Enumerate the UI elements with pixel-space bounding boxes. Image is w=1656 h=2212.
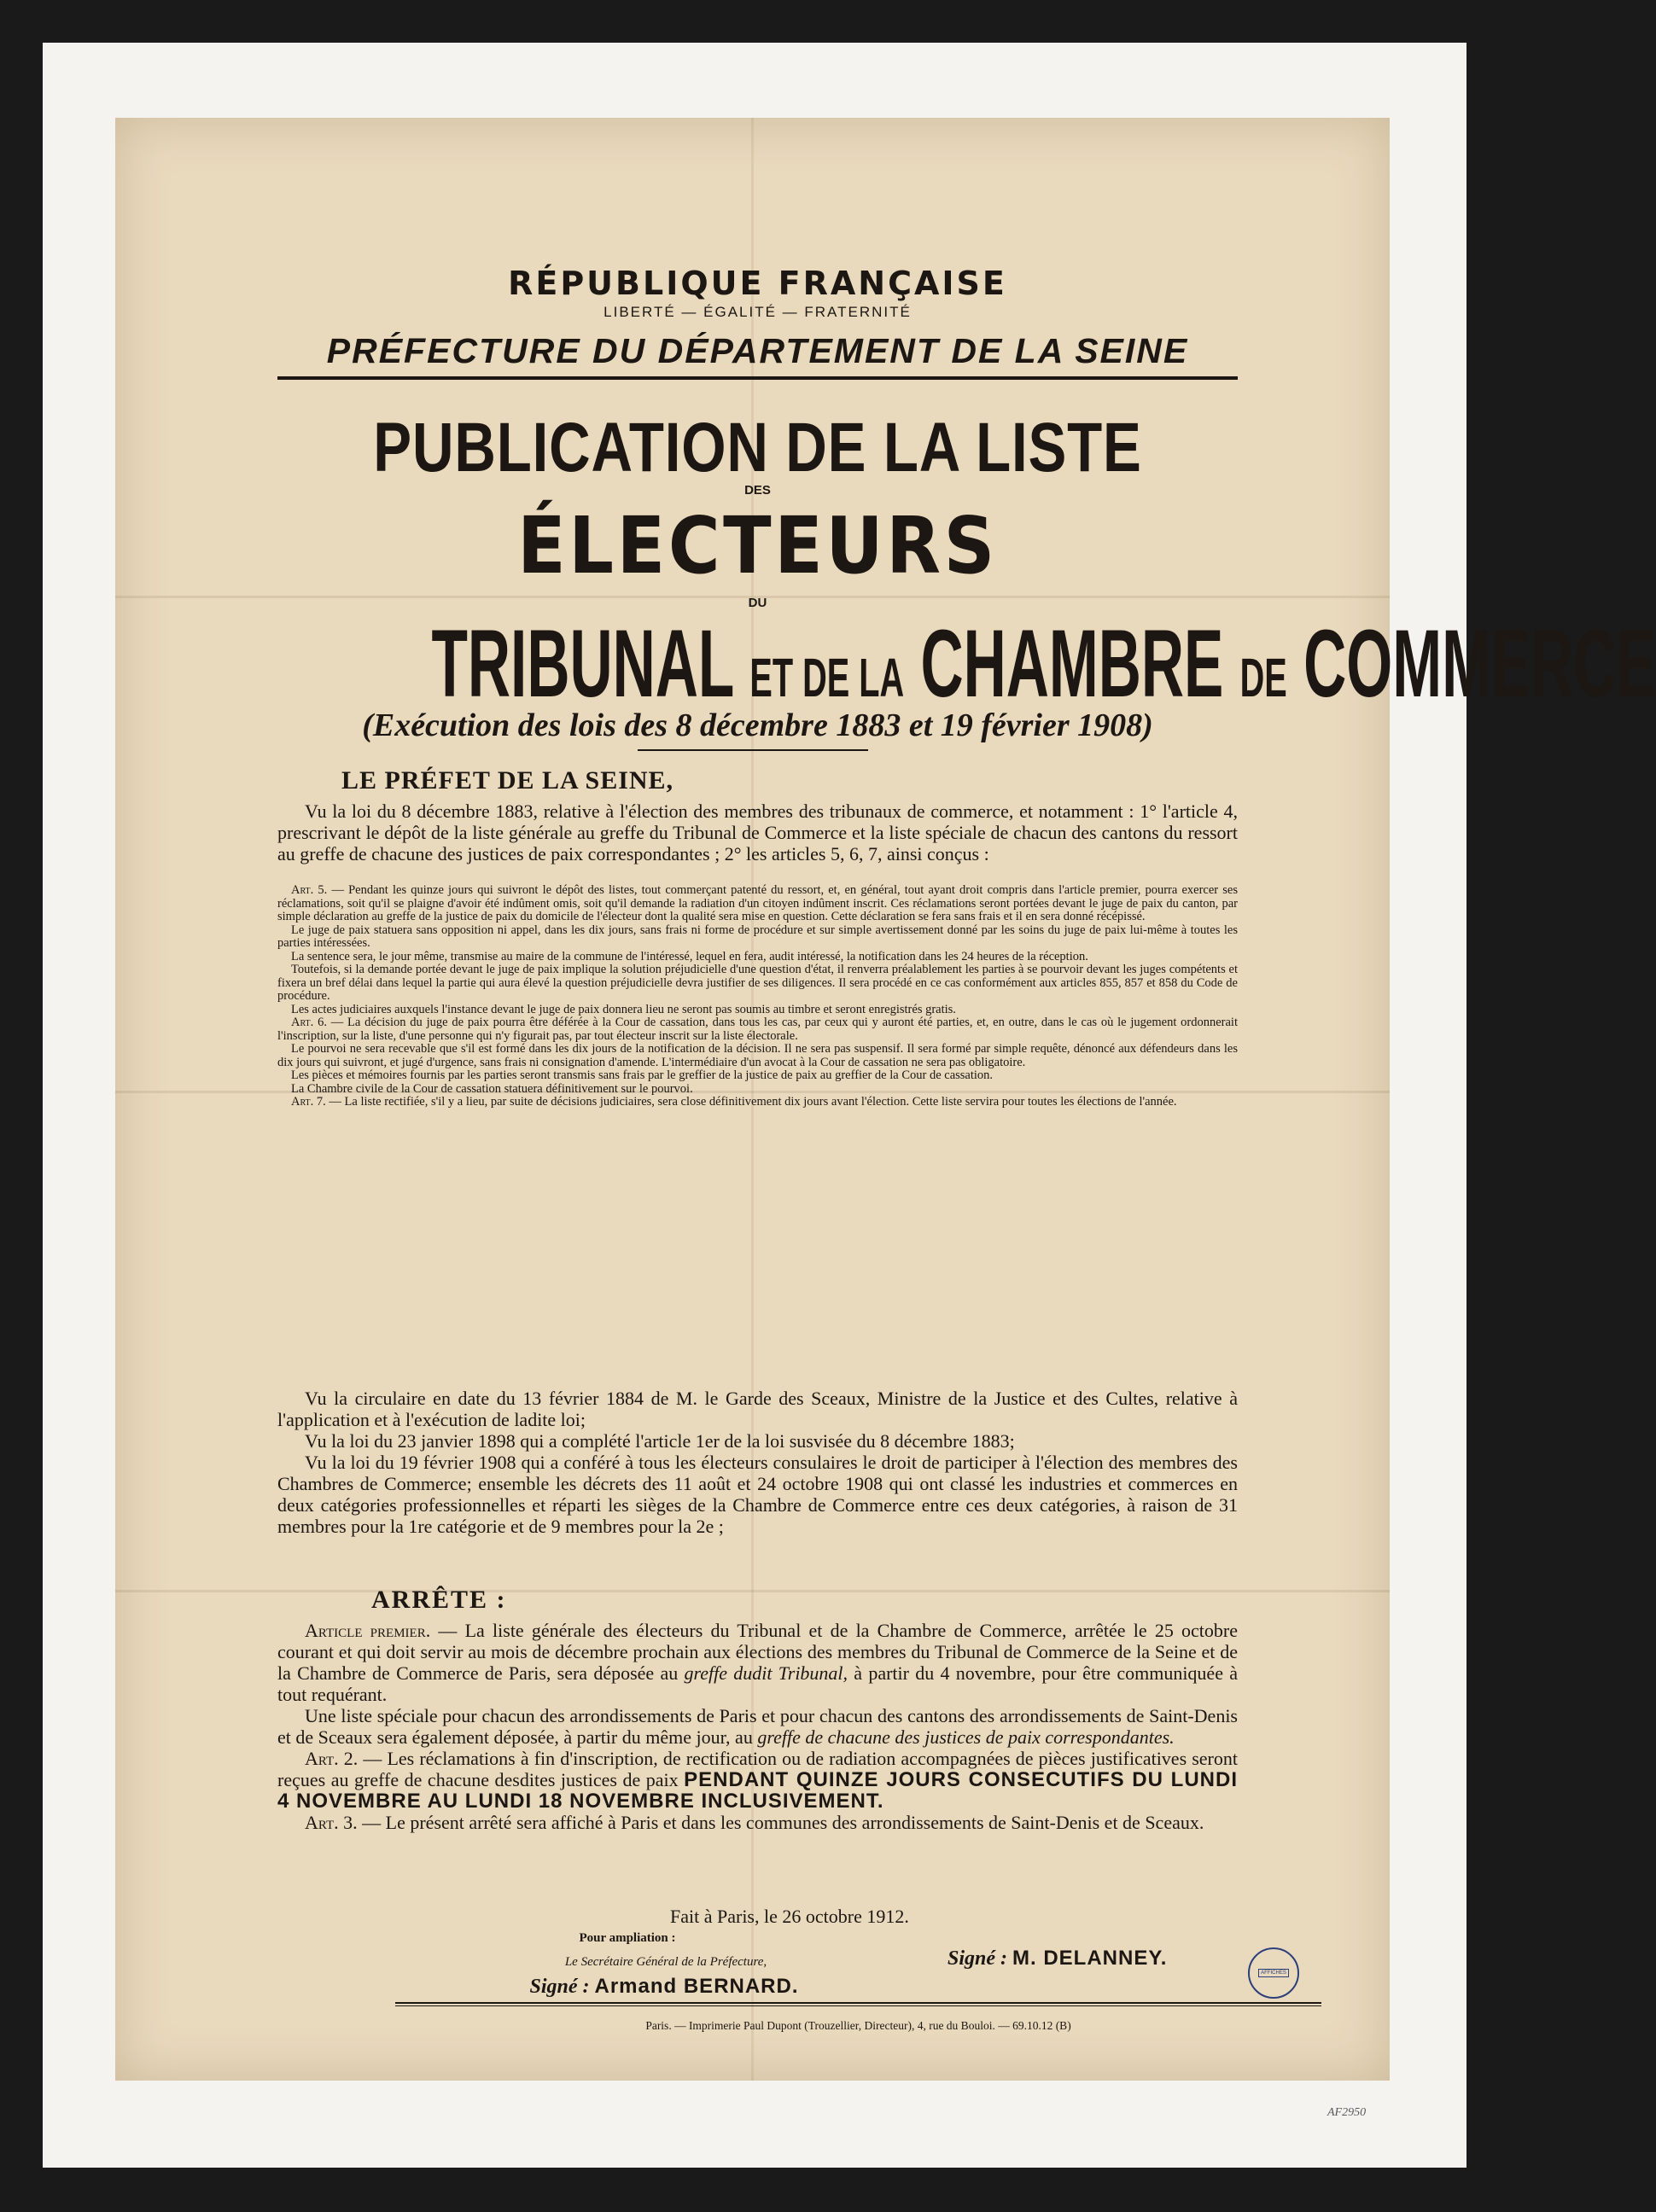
article-paragraph: Les actes judiciaires auxquels l'instance devant le juge de paix donnera lieu ne seront pas soumis au timbre et seront enregistrés gratis. [291, 1002, 956, 1016]
consideration-paragraph: Vu la circulaire en date du 13 février 1884 de M. le Garde des Sceaux, Ministre de la Justice et des Cultes, relative à l'application et à l'exécution de ladite loi; [277, 1388, 1238, 1430]
law-articles [277, 884, 1238, 1109]
catalog-number: AF2950 [1327, 2106, 1367, 2119]
title-et-de-la: ET DE LA [749, 647, 905, 708]
title-line-1: PUBLICATION DE LA LISTE [373, 409, 1142, 486]
arrete-heading: ARRÊTE : [371, 1586, 507, 1614]
decree-articles [277, 1620, 1238, 1833]
title-de: DE [1239, 647, 1287, 708]
article-6: Art. 6. — La décision du juge de paix pourra être déférée à la Cour de cassation, dans tous les cas, par ceux qui y auront été parties, et, en outre, dans le cas où le jugement ordonnerait l'inscription, sur la liste, d'une personne qui n'y figurait pas, par tout électeur inscrit sur la liste électorale. [277, 1016, 1238, 1043]
signature-delanney: Signé : M. DELANNEY. [948, 1947, 1168, 1970]
footer-rule [395, 2002, 1321, 2004]
decree-paragraph: Une liste spéciale pour chacun des arrondissements de Paris et pour chacun des cantons des arrondissements de Saint-Denis et de Sceaux sera également déposée, à partir du même jour, au greffe de chacune des justices de paix correspondantes. [277, 1705, 1238, 1748]
article-7: Art. 7. — La liste rectifiée, s'il y a lieu, par suite de décisions judiciaires, sera close définitivement dix jours avant l'élection. Cette liste servira pour toutes les élections de l'année. [291, 1095, 1177, 1109]
title-commerce: COMMERCE [1303, 610, 1656, 717]
footer-rule [395, 2005, 1321, 2006]
motto: LIBERTÉ — ÉGALITÉ — FRATERNITÉ [604, 304, 912, 320]
secretary-title: Le Secrétaire Général de la Préfecture, [564, 1955, 767, 1969]
library-stamp: AFFICHES [1248, 1947, 1299, 1999]
article-paragraph: Les pièces et mémoires fournis par les parties seront transmis sans frais par le greffier de la justice de paix au greffier de la Cour de cassation. [291, 1068, 994, 1082]
consideration-paragraph: Vu la loi du 23 janvier 1898 qui a complété l'article 1er de la loi susvisée du 8 décembre 1883; [305, 1430, 1015, 1452]
decree-article-2: Art. 2. — Les réclamations à fin d'inscription, de rectification ou de radiation accompagnées de pièces justificatives seront reçues au greffe de chacune desdites justices de paix PENDANT QUINZE JOURS CONSECUTIFS DU LUNDI 4 NOVEMBRE AU LUNDI 18 NOVEMBRE INCLUSIVEMENT. [277, 1748, 1238, 1813]
decree-article-1: Article premier. — La liste générale des électeurs du Tribunal et de la Chambre de Commerce, arrêtée le 25 octobre courant et qui doit servir au mois de décembre prochain aux élections des membres du Tribunal de Commerce de la Seine et de la Chambre de Commerce de Paris, sera déposée au greffe dudit Tribunal, à partir du 4 novembre, pour être communiquée à tout requérant. [277, 1620, 1238, 1705]
article-paragraph: La sentence sera, le jour même, transmise au maire de la commune de l'intéressé, lequel en fera, audit intéressé, la notification dans les 24 heures de la réception. [291, 949, 1088, 963]
article-paragraph: La Chambre civile de la Cour de cassation statuera définitivement sur le pourvoi. [291, 1081, 693, 1096]
title-des: DES [744, 483, 771, 498]
consideration-paragraph: Vu la loi du 19 février 1908 qui a conféré à tous les électeurs consulaires le droit de participer à l'élection des membres des Chambres de Commerce; ensemble les décrets des 11 août et 24 octobre 1908 qui ont classé les industries et commerces en deux catégories professionnelles et réparti les sièges de la Chambre de Commerce entre ces deux catégories, à raison de 31 membres pour la 1re catégorie et de 9 membres pour la 2e ; [277, 1452, 1238, 1537]
pour-ampliation: Pour ampliation : [579, 1931, 676, 1945]
printer-imprint: Paris. — Imprimerie Paul Dupont (Trouzellier, Directeur), 4, rue du Bouloi. — 69.10.12 (B) [645, 2019, 1071, 2032]
preamble [277, 800, 1238, 864]
title-line-3 [431, 608, 1656, 719]
signature-bernard: Signé : Armand BERNARD. [529, 1975, 799, 1998]
date-place: Fait à Paris, le 26 octobre 1912. [670, 1906, 909, 1927]
divider [638, 749, 868, 751]
article-paragraph: Le juge de paix statuera sans opposition ni appel, dans les dix jours, sans frais ni forme de procédure et sur simple avertissement donné par les soins du juge de paix lui-même à toutes les parties intéressées. [277, 923, 1238, 950]
considerations [277, 1388, 1238, 1537]
preamble-paragraph: Vu la loi du 8 décembre 1883, relative à l'élection des membres des tribunaux de commerce, et notamment : 1° l'article 4, prescrivant le dépôt de la liste générale au greffe du Tribunal de Commerce et la liste spéciale de chacun des cantons du ressort au greffe de chacune des justices de paix correspondantes ; 2° les articles 5, 6, 7, ainsi conçus : [277, 800, 1238, 864]
prefecture-heading: PRÉFECTURE DU DÉPARTEMENT DE LA SEINE [277, 331, 1238, 380]
article-paragraph: Le pourvoi ne sera recevable que s'il est formé dans les dix jours de la notification de la décision. Il ne sera pas suspensif. Il sera formé par simple requête, dénoncé aux défendeurs dans les dix jours qui suivront, et jugé d'urgence, sans frais ni consignation d'amende. L'intermédiaire d'un avocat à la Cour de cassation ne sera pas obligatoire. [277, 1042, 1238, 1069]
title-tribunal: TRIBUNAL [431, 610, 734, 717]
execution-subtitle: (Exécution des lois des 8 décembre 1883 et 19 février 1908) [362, 707, 1153, 743]
title-du: DU [748, 596, 767, 610]
decree-article-3: Art. 3. — Le présent arrêté sera affiché à Paris et dans les communes des arrondissements de Saint-Denis et de Sceaux. [305, 1812, 1204, 1833]
poster [115, 118, 1656, 2081]
republic-heading: RÉPUBLIQUE FRANÇAISE [508, 265, 1007, 302]
title-chambre: CHAMBRE [920, 610, 1224, 717]
article-paragraph: Toutefois, si la demande portée devant le juge de paix implique la solution préjudicielle d'une question d'état, il renverra préalablement les parties à se pourvoir devant les juges compétents et fixera un bref délai dans lequel la partie qui aura élevé la question préjudicielle devra justifier de ses diligences. Il sera procédé en ce cas conformément aux articles 855, 857 et 858 du Code de procédure. [277, 963, 1238, 1003]
prefet-heading: LE PRÉFET DE LA SEINE, [341, 766, 674, 795]
title-electeurs: ÉLECTEURS [517, 500, 998, 591]
article-5: Art. 5. — Pendant les quinze jours qui suivront le dépôt des listes, tout commerçant patenté du ressort, et, en général, tout ayant droit compris dans l'article premier, pourra exercer ses réclamations, soit qu'il se plaigne d'avoir été indûment omis, soit qu'il demande la radiation d'un citoyen indûment inscrit. Ces réclamations seront portées devant le juge de paix du canton, par simple déclaration au greffe de la justice de paix du domicile de l'électeur dont la qualité sera mise en question. Cette déclaration se fera sans frais et il en sera donné récépissé. [277, 883, 1238, 923]
